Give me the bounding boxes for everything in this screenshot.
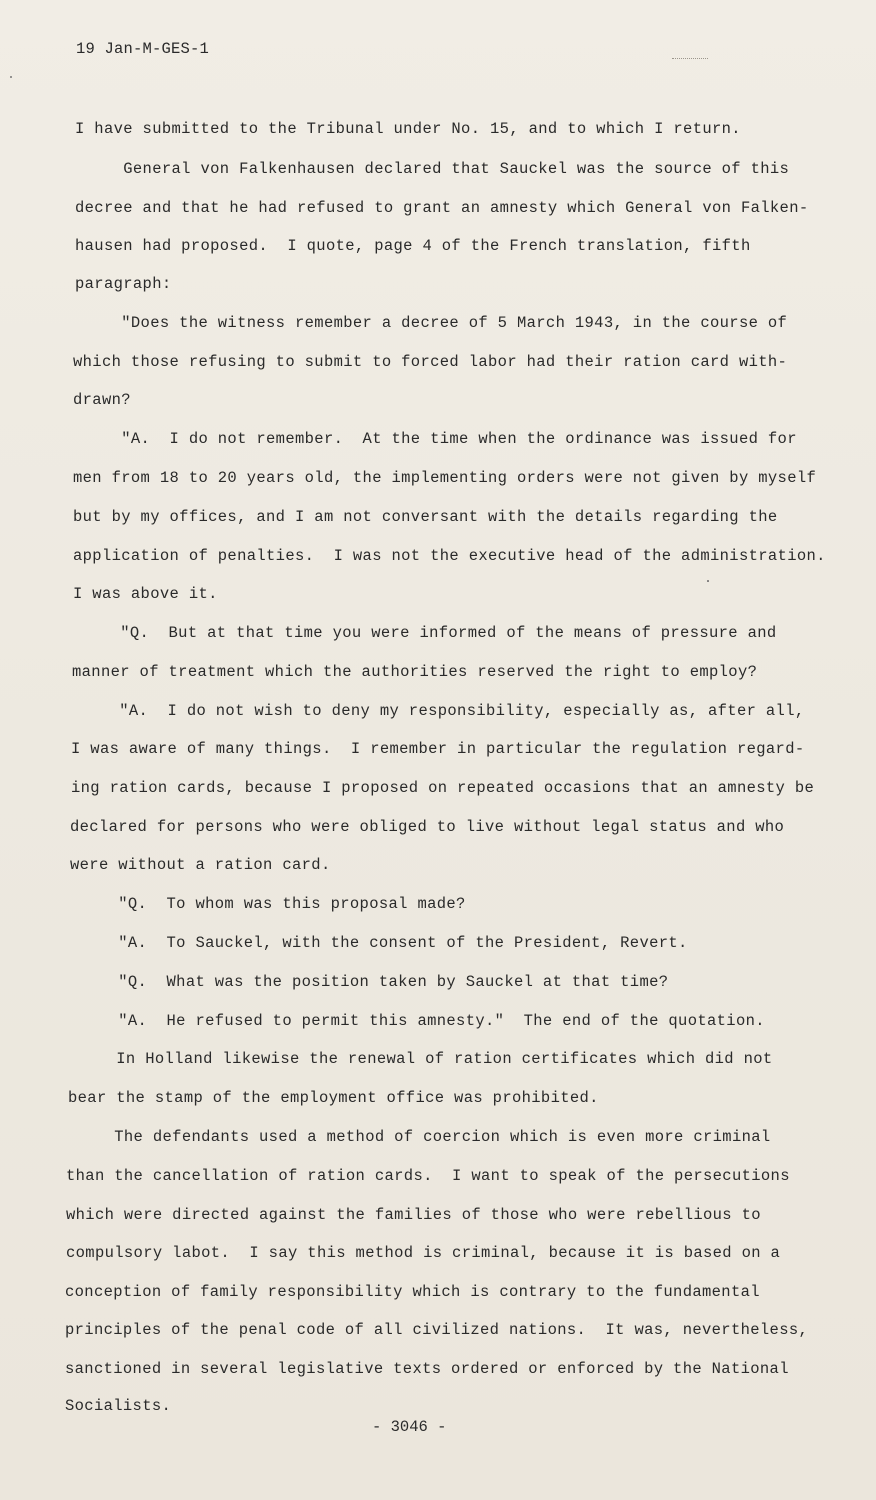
text-line: application of penalties. I was not the executive head of the administration.	[73, 547, 826, 565]
text-line: I have submitted to the Tribunal under No. 15, and to which I return.	[75, 120, 741, 138]
text-line: "Q. What was the position taken by Sauckel at that time?	[70, 973, 669, 991]
text-line: "Q. But at that time you were informed of the means of pressure and	[72, 624, 777, 642]
paper-speck	[707, 580, 709, 582]
text-line: "A. I do not remember. At the time when the ordinance was issued for	[73, 430, 797, 448]
text-line: conception of family responsibility which is contrary to the fundamental	[65, 1283, 760, 1301]
text-line: paragraph:	[75, 275, 172, 293]
text-line: which were directed against the families of those who were rebellious to	[66, 1206, 761, 1224]
text-line: drawn?	[73, 391, 131, 409]
text-line: sanctioned in several legislative texts ordered or enforced by the National	[65, 1360, 789, 1378]
text-line: bear the stamp of the employment office was prohibited.	[68, 1089, 599, 1107]
text-line: compulsory labot. I say this method is criminal, because it is based on a	[66, 1244, 781, 1262]
text-line: The defendants used a method of coercion which is even more criminal	[66, 1128, 771, 1146]
text-line: were without a ration card.	[70, 856, 331, 874]
text-line: which those refusing to submit to forced labor had their ration card with-	[73, 353, 788, 371]
text-line: decree and that he had refused to grant an amnesty which General von Falken-	[75, 199, 809, 217]
text-line: men from 18 to 20 years old, the implementing orders were not given by myself	[73, 469, 817, 487]
text-line: "A. He refused to permit this amnesty." The end of the quotation.	[70, 1012, 765, 1030]
paper-speck	[10, 76, 12, 78]
text-line: principles of the penal code of all civilized nations. It was, nevertheless,	[65, 1321, 809, 1339]
text-line: "Q. To whom was this proposal made?	[70, 895, 466, 913]
text-line: but by my offices, and I am not conversant with the details regarding the	[73, 508, 778, 526]
text-line: "A. To Sauckel, with the consent of the President, Revert.	[70, 934, 688, 952]
text-line: I was aware of many things. I remember in particular the regulation regard-	[71, 740, 805, 758]
text-line: Socialists.	[65, 1397, 172, 1415]
text-line: In Holland likewise the renewal of ration certificates which did not	[68, 1050, 773, 1068]
header-dotted-mark	[672, 58, 708, 59]
page-header-reference: 19 Jan-M-GES-1	[76, 40, 210, 58]
page-number: - 3046 -	[372, 1418, 447, 1436]
text-line: ing ration cards, because I proposed on repeated occasions that an amnesty be	[71, 779, 815, 797]
text-line: hausen had proposed. I quote, page 4 of the French translation, fifth	[75, 237, 751, 255]
text-line: "Does the witness remember a decree of 5 March 1943, in the course of	[73, 314, 788, 332]
text-line: manner of treatment which the authorities reserved the right to employ?	[72, 663, 758, 681]
text-line: I was above it.	[73, 585, 218, 603]
text-line: "A. I do not wish to deny my responsibility, especially as, after all,	[71, 702, 805, 720]
text-line: declared for persons who were obliged to live without legal status and who	[70, 818, 785, 836]
text-line: General von Falkenhausen declared that Sauckel was the source of this	[75, 160, 790, 178]
text-line: than the cancellation of ration cards. I want to speak of the persecutions	[66, 1167, 790, 1185]
